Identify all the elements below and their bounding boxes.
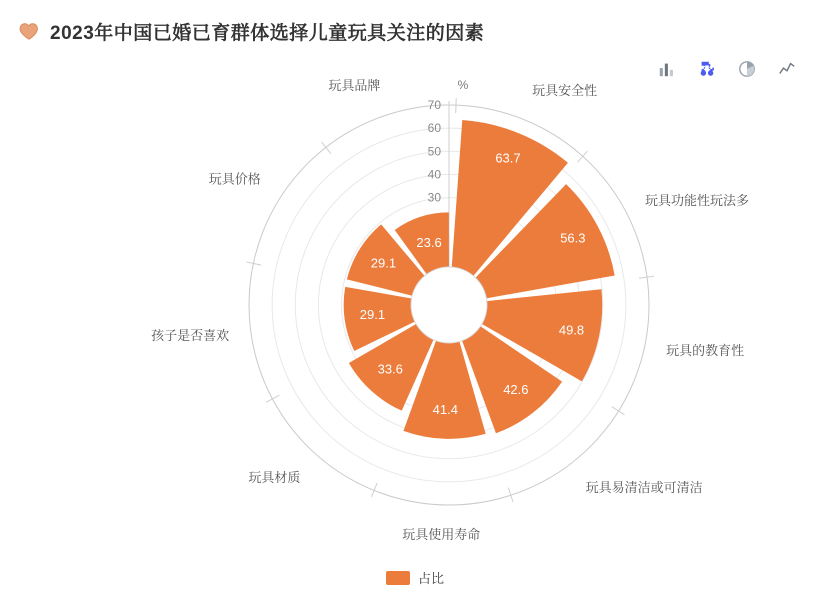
axis-tick (612, 407, 625, 415)
category-label: 玩具的教育性 (666, 343, 745, 359)
r-tick-label: 50 (427, 144, 441, 159)
puzzle-icon[interactable] (698, 60, 716, 78)
sector-value-label: 63.7 (495, 150, 521, 166)
category-label: 玩具功能性玩法多 (645, 192, 750, 208)
category-label: 玩具安全性 (532, 83, 598, 99)
sector-value-label: 49.8 (558, 322, 585, 338)
pie-chart-icon[interactable] (738, 60, 756, 78)
category-label: 玩具易清洁或可清洁 (585, 479, 703, 495)
sector-value-label: 42.6 (503, 382, 529, 398)
legend-label-0: 占比 (417, 571, 444, 586)
sector-value-label: 29.1 (359, 307, 386, 323)
r-tick-label: 60 (427, 121, 441, 136)
axis-tick (322, 142, 331, 154)
axis-unit-label: % (457, 78, 469, 92)
axis-tick (456, 98, 457, 113)
legend-swatch-0 (386, 571, 410, 585)
sector-value-label: 41.4 (432, 402, 458, 418)
r-tick-label: 30 (427, 190, 441, 205)
chart-legend (0, 568, 830, 587)
sector-value-label: 29.1 (370, 255, 397, 271)
category-label: 玩具使用寿命 (402, 526, 481, 542)
category-label: 玩具品牌 (328, 77, 381, 93)
sector-value-label: 56.3 (560, 230, 586, 246)
line-chart-icon[interactable] (778, 60, 796, 78)
sector-value-label: 33.6 (377, 361, 403, 377)
polar-chart-svg (0, 77, 830, 560)
axis-tick (266, 395, 279, 402)
r-tick-label: 40 (427, 167, 441, 182)
category-label: 孩子是否喜欢 (151, 327, 230, 343)
category-label: 玩具材质 (248, 469, 301, 485)
sector-value-label: 23.6 (416, 234, 442, 250)
bar-chart-icon[interactable] (658, 60, 676, 78)
page-header (0, 0, 830, 62)
heart-icon (18, 20, 40, 42)
page-title: 2023年中国已婚已育群体选择儿童玩具关注的因素 (50, 22, 485, 44)
polar-chart (0, 77, 830, 560)
category-label: 玩具价格 (208, 171, 261, 187)
chart-hub (411, 267, 487, 343)
r-tick-label: 70 (427, 98, 441, 112)
chart-toolbar (658, 60, 796, 78)
